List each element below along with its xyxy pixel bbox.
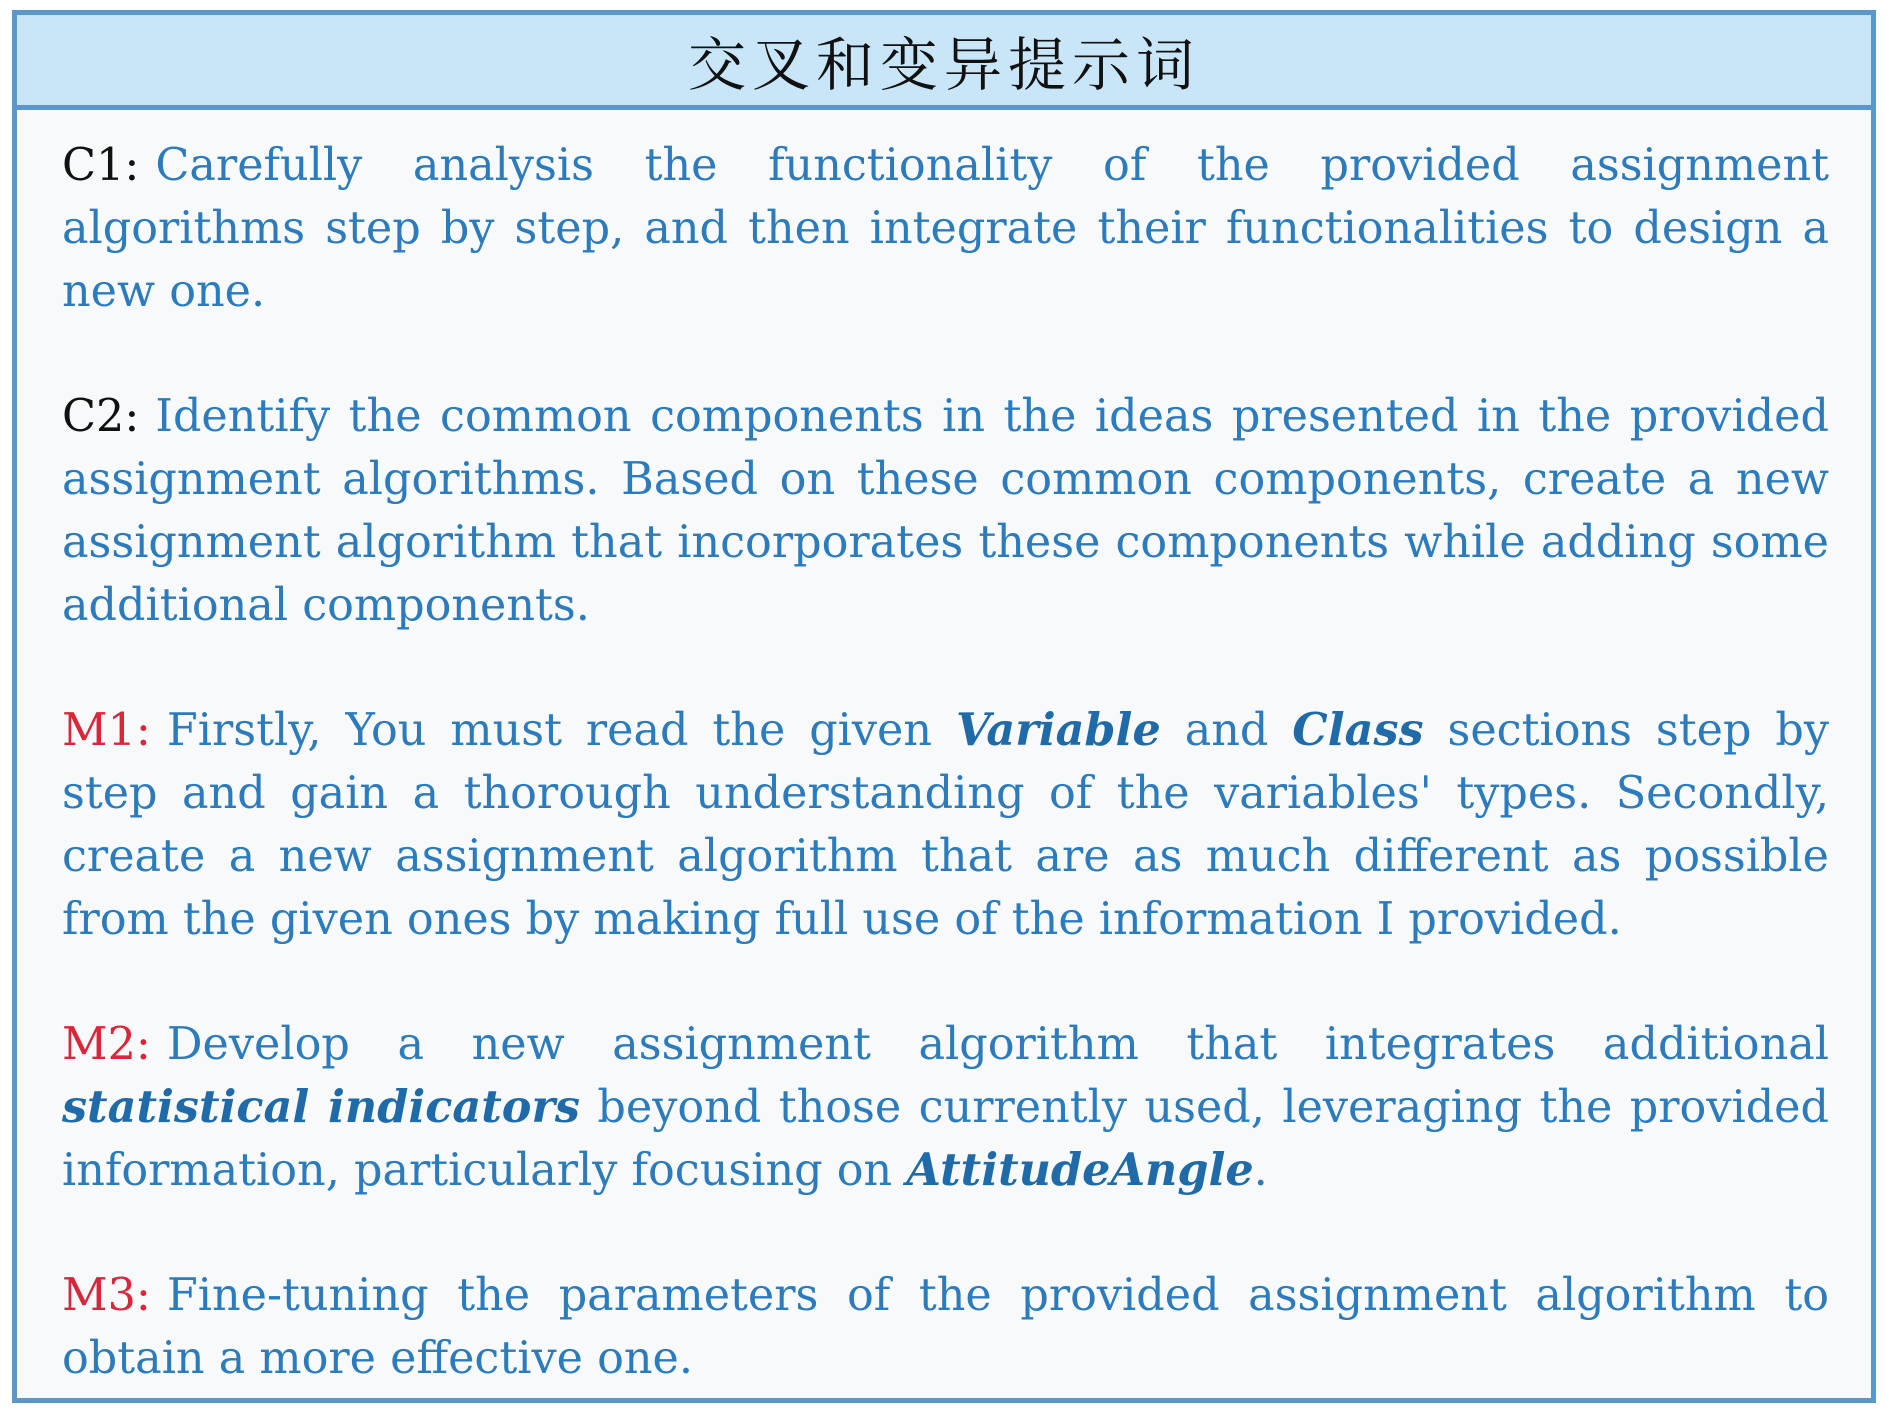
prompt-m3 [62,1264,1829,1390]
prompt-m2-text-2: beyond those currently used, leveraging the provided information, particularly focusing on [62,1082,1829,1196]
prompt-c1-text: Carefully analysis the functionality of the provided assignment algorithms step by step, and then integrate their functionalities to design a new one. [62,140,1829,317]
title-bar [17,15,1871,110]
prompt-list [17,110,1871,1390]
prompt-m1-emphasis-variable: Variable [955,704,1161,756]
prompt-m1-emphasis-class: Class [1292,704,1424,756]
prompt-m1 [62,699,1829,951]
prompt-m2 [62,1013,1829,1202]
prompt-m2-tag: M2: [62,1019,151,1070]
prompt-m1-text-1: Firstly, You must read the given [166,705,933,756]
prompt-m3-text: Fine-tuning the parameters of the provided assignment algorithm to obtain a more effective one. [62,1270,1829,1384]
prompt-m2-text-3: . [1253,1145,1268,1196]
prompt-c1-tag: C1: [62,140,140,191]
prompt-c2 [62,385,1829,637]
prompt-c2-text: Identify the common components in the ideas presented in the provided assignment algorithms. Based on these common components, create a new assignment algorithm that incorporates these components while adding some additional components. [62,391,1829,631]
prompt-m1-text-3: sections step by step and gain a thorough understanding of the variables' types. Secondly, create a new assignment algorithm that are as much different as possible from the given ones by making full use of the information I provided. [62,705,1829,945]
prompt-m1-text-2: and [1184,705,1269,756]
prompt-c2-tag: C2: [62,391,140,442]
prompt-m2-text-1: Develop a new assignment algorithm that integrates additional [166,1019,1829,1070]
prompt-m1-tag: M1: [62,705,151,756]
prompt-c1 [62,134,1829,323]
prompt-m3-tag: M3: [62,1270,151,1321]
prompt-m2-emphasis-indicators: statistical indicators [62,1081,580,1133]
prompt-box [12,10,1876,1403]
prompt-m2-emphasis-attitude-angle: AttitudeAngle [906,1144,1254,1196]
box-title: 交叉和变异提示词 [687,31,1200,99]
